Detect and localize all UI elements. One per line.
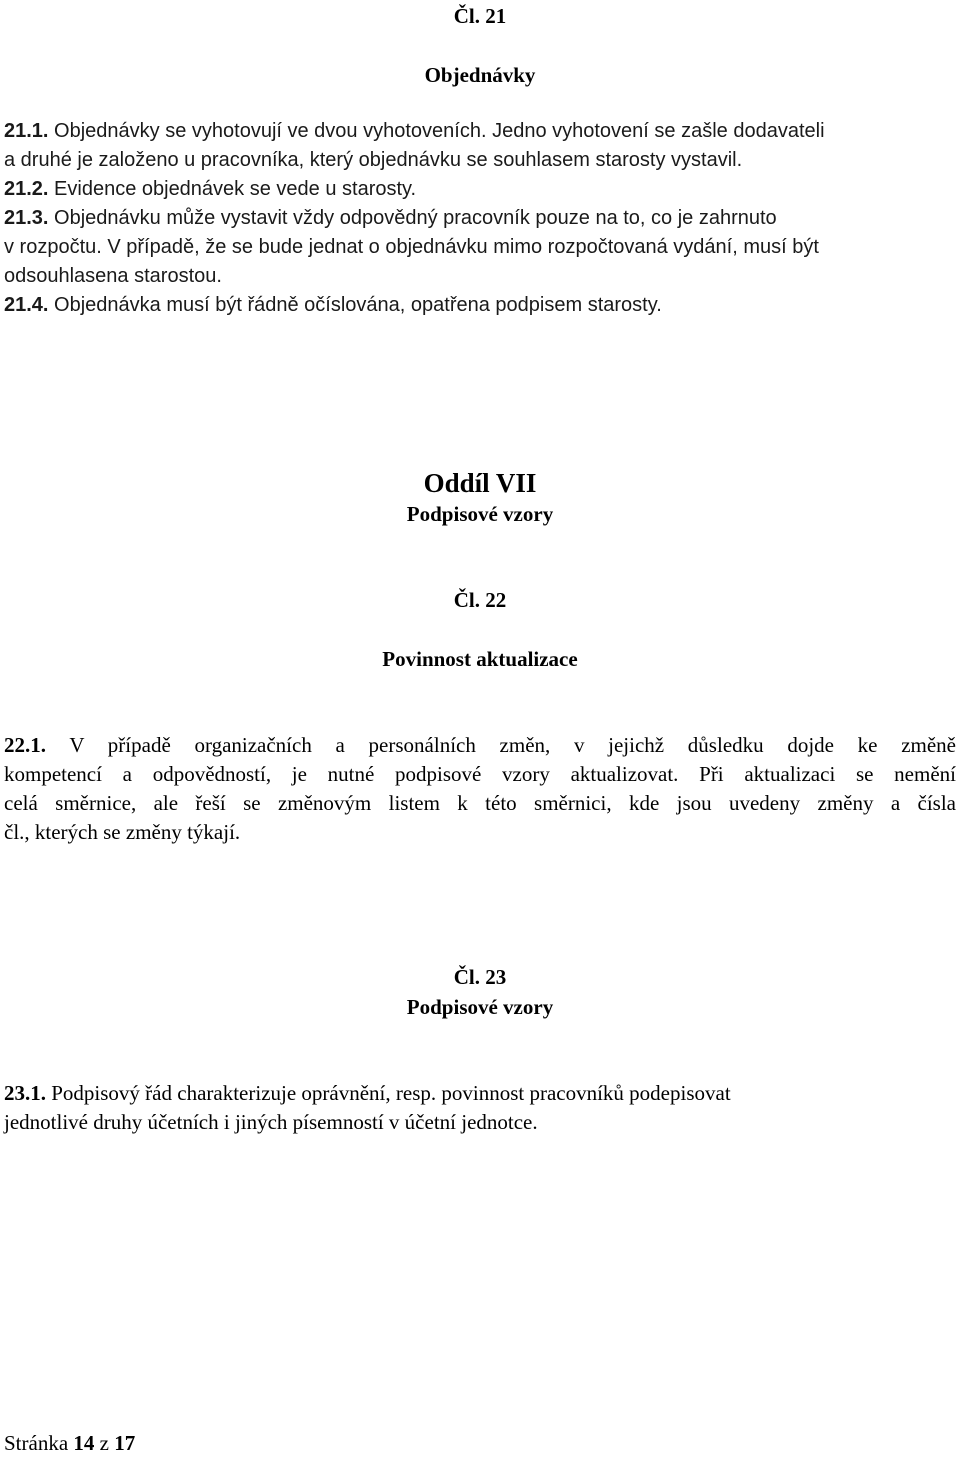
article-21-title: Objednávky xyxy=(424,63,536,87)
paragraph-22-1-line-4: čl., kterých se změny týkají. xyxy=(4,820,241,844)
footer-page-total: 17 xyxy=(114,1431,136,1455)
footer-label: Stránka xyxy=(4,1431,69,1455)
paragraph-23-1-line-1 xyxy=(4,1079,731,1108)
article-23-title: Podpisové vzory xyxy=(406,995,554,1019)
paragraph-23-1-line-2: jednotlivé druhy účetních i jiných písemností v účetní jednotce. xyxy=(4,1110,538,1134)
page-footer xyxy=(4,1429,135,1458)
paragraph-text: Objednávky se vyhotovují ve dvou vyhotoveních. Jedno vyhotovení se zašle dodavateli xyxy=(48,120,825,142)
paragraph-number: 22.1. xyxy=(4,733,46,757)
paragraph-21-3-line-2: v rozpočtu. V případě, že se bude jednat o objednávku mimo rozpočtovaná vydání, musí být xyxy=(4,236,819,258)
footer-page-number: 14 xyxy=(73,1431,95,1455)
paragraph-21-1-line-2: a druhé je založeno u pracovníka, který objednávku se souhlasem starosty vystavil. xyxy=(4,149,743,171)
paragraph-21-4 xyxy=(4,291,662,320)
article-22-heading: Čl. 22 xyxy=(453,588,507,612)
paragraph-number: 21.4. xyxy=(4,294,49,316)
paragraph-text: V případě organizačních a personálních změn, v jejichž důsledku dojde ke změně xyxy=(46,733,956,757)
paragraph-number: 21.1. xyxy=(4,120,49,142)
paragraph-text: Podpisový řád charakterizuje oprávnění, resp. povinnost pracovníků podepisovat xyxy=(46,1081,731,1105)
paragraph-text: Objednávka musí být řádně očíslována, opatřena podpisem starosty. xyxy=(48,294,662,316)
paragraph-22-1-line-2: kompetencí a odpovědností, je nutné podpisové vzory aktualizovat. Při aktualizaci se nemění xyxy=(4,762,956,786)
footer-separator: z xyxy=(99,1431,109,1455)
section-7-heading: Oddíl VII xyxy=(423,468,537,498)
paragraph-number: 21.3. xyxy=(4,207,49,229)
paragraph-21-3-line-1 xyxy=(4,204,777,233)
paragraph-text: Objednávku může vystavit vždy odpovědný pracovník pouze na to, co je zahrnuto xyxy=(48,207,777,229)
paragraph-22-1-line-1 xyxy=(4,731,956,760)
article-22-title: Povinnost aktualizace xyxy=(382,647,578,671)
paragraph-21-1-line-1 xyxy=(4,117,825,146)
article-23-heading: Čl. 23 xyxy=(453,965,507,989)
paragraph-number: 21.2. xyxy=(4,178,49,200)
paragraph-number: 23.1. xyxy=(4,1081,46,1105)
article-21-heading: Čl. 21 xyxy=(453,4,507,28)
paragraph-21-2 xyxy=(4,175,416,204)
paragraph-22-1-line-3: celá směrnice, ale řeší se změnovým listem k této směrnici, kde jsou uvedeny změny a čísla xyxy=(4,791,956,815)
section-7-subtitle: Podpisové vzory xyxy=(406,502,554,526)
paragraph-21-3-line-3: odsouhlasena starostou. xyxy=(4,265,222,287)
paragraph-text: Evidence objednávek se vede u starosty. xyxy=(48,178,417,200)
